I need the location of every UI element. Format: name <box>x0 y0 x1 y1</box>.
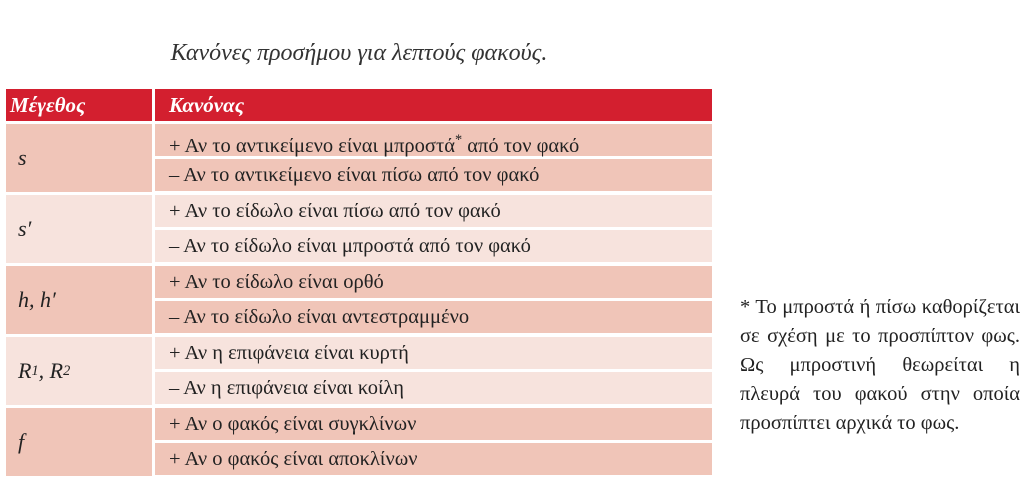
rule-text: – Αν το είδωλο είναι αντεστραμμένο <box>155 301 712 333</box>
rule-text: + Αν το είδωλο είναι πίσω από τον φακό <box>155 195 712 227</box>
table-row <box>6 337 712 405</box>
rule-text: + Αν ο φακός είναι αποκλίνων <box>155 443 712 475</box>
table-header <box>6 89 712 121</box>
table-row <box>6 195 712 263</box>
rule-text: – Αν το αντικείμενο είναι πίσω από τον φακό <box>155 159 712 191</box>
footnote-marker: * <box>454 132 463 148</box>
quantity-symbol: f <box>6 408 152 476</box>
rule-text: – Αν το είδωλο είναι μπροστά από τον φακό <box>155 230 712 262</box>
rule-text: – Αν η επιφάνεια είναι κοίλη <box>155 372 712 404</box>
rule-text: + Αν το αντικείμενο είναι μπροστά* από τον φακό <box>155 124 712 156</box>
table-row <box>6 124 712 192</box>
header-quantity: Μέγεθος <box>10 93 86 117</box>
quantity-symbol: R 1 , R 2 <box>6 337 152 405</box>
rule-text: + Αν η επιφάνεια είναι κυρτή <box>155 337 712 369</box>
table-row <box>6 266 712 334</box>
quantity-symbol: s′ <box>6 195 152 263</box>
sign-rules-table <box>6 89 712 479</box>
quantity-symbol: h, h′ <box>6 266 152 334</box>
rule-text: + Αν ο φακός είναι συγκλίνων <box>155 408 712 440</box>
table-row <box>6 408 712 476</box>
footnote: * Το μπροστά ή πίσω καθορίζεται σε σχέση με το προσπίπτον φως. Ως μπροστινή θεωρείται η πλευρά του φακού στην οποία προσπίπτει αρχικά το φως. <box>740 296 1020 434</box>
header-rule: Κανόνας <box>152 89 712 121</box>
rule-text: + Αν το είδωλο είναι ορθό <box>155 266 712 298</box>
quantity-symbol: s <box>6 124 152 192</box>
table-caption: Κανόνες προσήμου για λεπτούς φακούς. <box>170 40 548 66</box>
